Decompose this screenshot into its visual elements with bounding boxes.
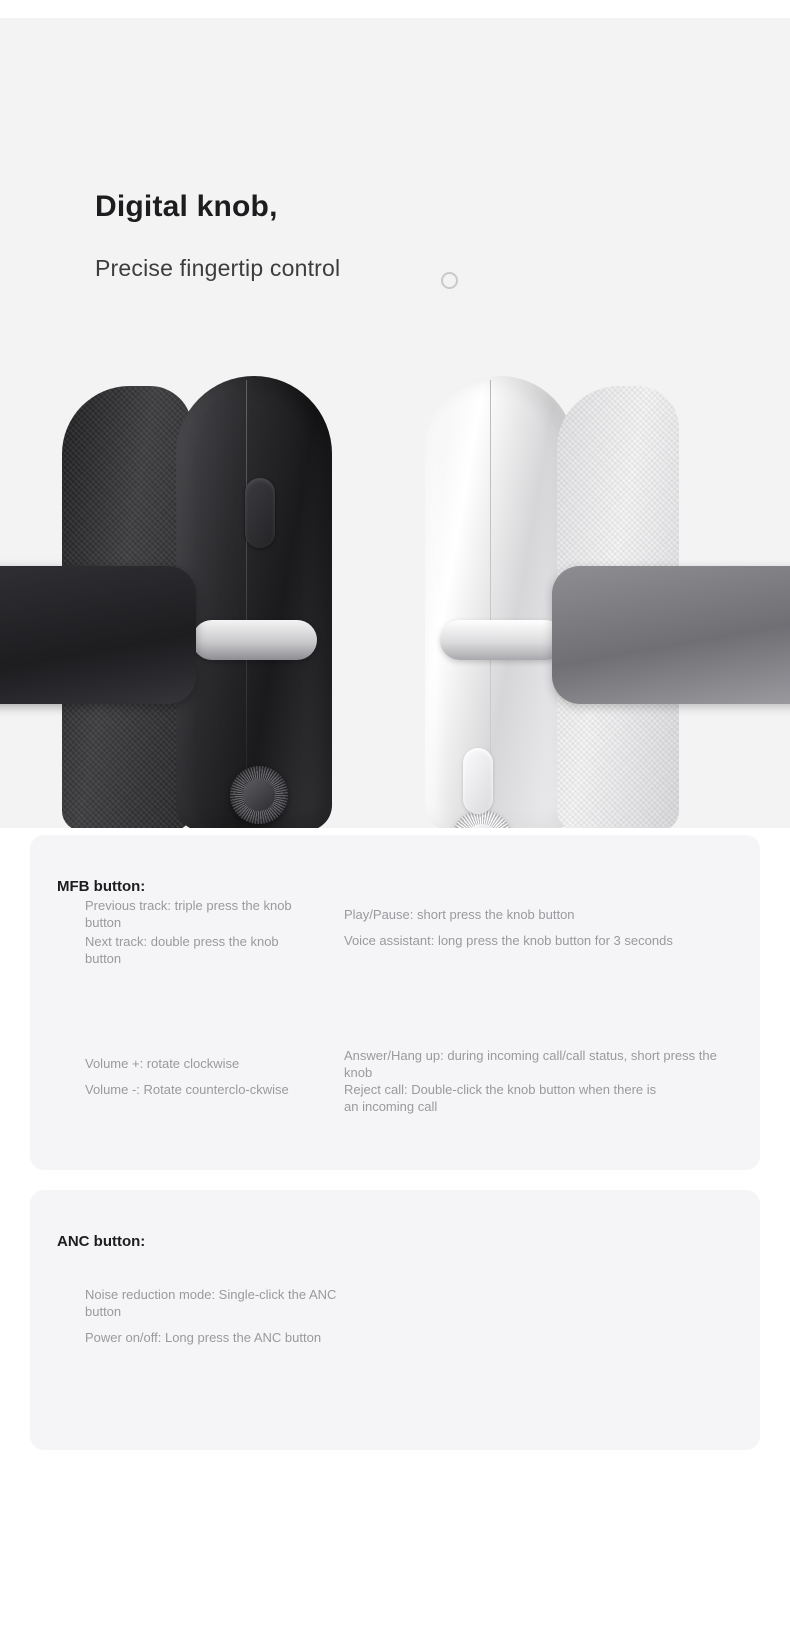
mfb-function-play-pause: Play/Pause: short press the knob button (344, 907, 575, 922)
anc-card-title: ANC button: (57, 1233, 146, 1250)
silver-headphone-arm (440, 620, 565, 660)
mfb-function-volume-up: Volume +: rotate clockwise (85, 1056, 240, 1071)
black-headband (0, 566, 196, 704)
mfb-function-voice-assistant: Voice assistant: long press the knob button for 3 seconds (344, 933, 673, 948)
page-title: Digital knob, (95, 190, 278, 224)
mfb-function-answer-hangup: Answer/Hang up: during incoming call/call status, short press the knob (344, 1048, 717, 1080)
page-subtitle: Precise fingertip control (95, 255, 341, 282)
mfb-button-card (30, 835, 760, 1170)
mfb-function-reject-call: Reject call: Double-click the knob button when there is an incoming call (344, 1082, 657, 1114)
anc-function-noise-reduction: Noise reduction mode: Single-click the ANC button (85, 1287, 337, 1319)
black-digital-knob (230, 766, 288, 824)
product-image (0, 358, 790, 828)
mfb-function-previous-track: Previous track: triple press the knob button (85, 898, 292, 930)
mfb-card-title: MFB button: (57, 878, 146, 895)
mfb-function-next-track: Next track: double press the knob button (85, 934, 279, 966)
anc-function-power: Power on/off: Long press the ANC button (85, 1330, 322, 1345)
black-headphone-earcup (176, 376, 332, 828)
hero-section (0, 18, 790, 828)
silver-headband (552, 566, 790, 704)
black-anc-button (245, 478, 275, 548)
circle-marker-icon (441, 272, 458, 289)
black-headphone-arm (192, 620, 317, 660)
black-headphone-seam (246, 380, 247, 828)
mfb-function-volume-down: Volume -: Rotate counterclo-ckwise (85, 1082, 289, 1097)
silver-anc-button (463, 748, 493, 814)
